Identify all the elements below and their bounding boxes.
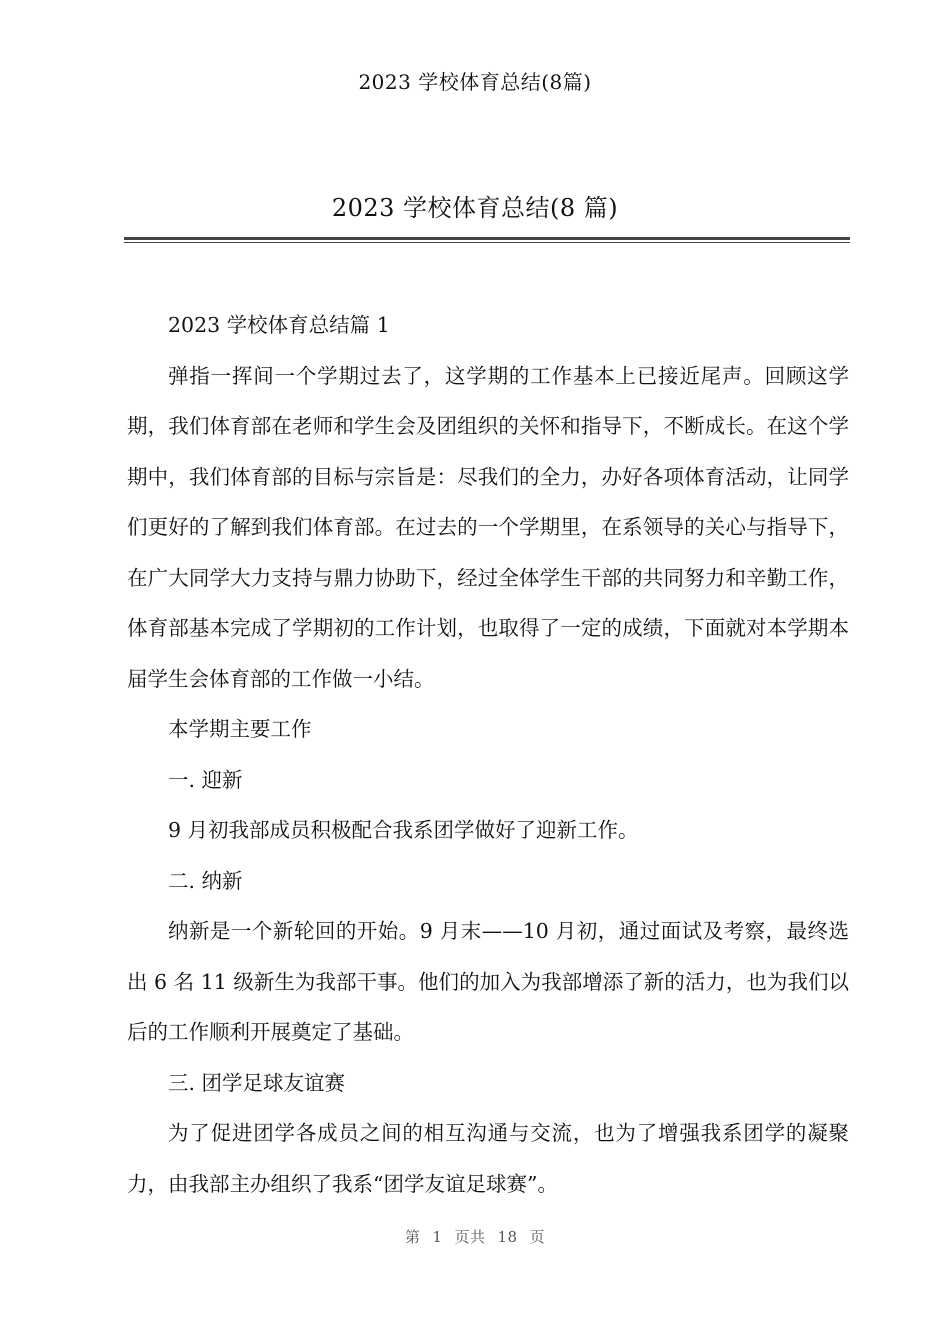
subheading: 三. 团学足球友谊赛 (168, 1070, 346, 1095)
page-footer (0, 1226, 950, 1247)
running-header: 2023 学校体育总结(8篇) (358, 70, 592, 94)
document-title: 2023 学校体育总结(8 篇) (331, 194, 619, 222)
subheading: 一. 迎新 (168, 767, 243, 792)
paragraph: 9 月初我部成员积极配合我系团学做好了迎新工作。 (168, 818, 639, 842)
subheading: 二. 纳新 (168, 868, 243, 893)
paragraph: 纳新是一个新轮回的开始。9 月末——10 月初，通过面试及考察，最终选出 6 名 11 级新生为我部干事。他们的加入为我部增添了新的活力，也为我们以后的工作顺利开展奠定了基础。 (127, 919, 849, 1044)
paragraph: 为了促进团学各成员之间的相互沟通与交流，也为了增强我系团学的凝聚力，由我部主办组织了我系“团学友谊足球赛”。 (127, 1121, 849, 1196)
footer-middle: 页共 (454, 1228, 486, 1246)
footer-suffix: 页 (529, 1228, 546, 1246)
paragraph: 弹指一挥间一个学期过去了，这学期的工作基本上已接近尾声。回顾这学期，我们体育部在老师和学生会及团组织的关怀和指导下，不断成长。在这个学期中，我们体育部的目标与宗旨是：尽我们的全力，办好各项体育活动，让同学们更好的了解到我们体育部。在过去的一个学期里，在系领导的关心与指导下，在广大同学大力支持与鼎力协助下，经过全体学生干部的共同努力和辛勤工作，体育部基本完成了学期初的工作计划，也取得了一定的成绩，下面就对本学期本届学生会体育部的工作做一小结。 (127, 363, 849, 691)
section-heading: 2023 学校体育总结篇 1 (168, 313, 390, 337)
footer-prefix: 第 (404, 1228, 421, 1246)
document-body (127, 300, 849, 1209)
page-total: 18 (497, 1228, 518, 1246)
page-number: 1 (432, 1228, 443, 1246)
subheading: 本学期主要工作 (168, 717, 312, 741)
title-divider (124, 237, 850, 243)
